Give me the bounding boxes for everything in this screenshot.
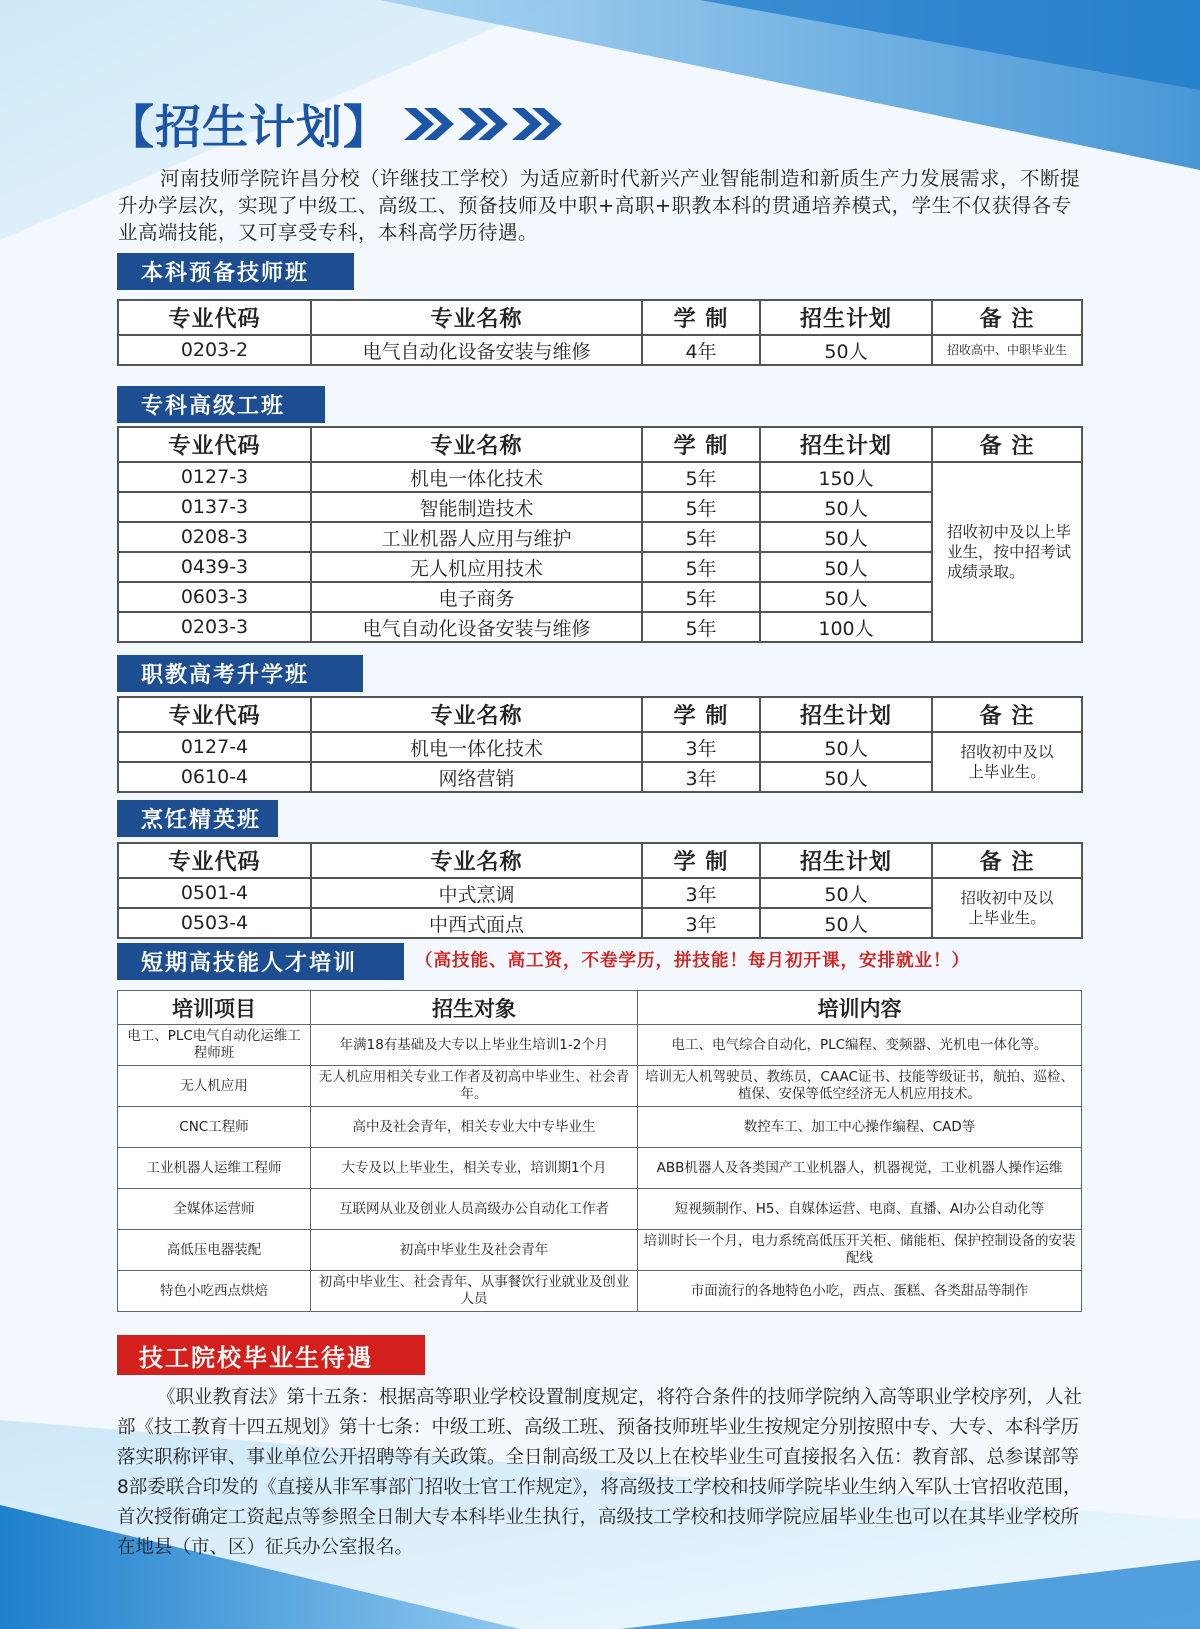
cell-target: 无人机应用相关专业工作者及初高中毕业生、社会青年。 bbox=[311, 1066, 638, 1107]
cell-name: 机电一体化技术 bbox=[311, 732, 642, 762]
table-row bbox=[118, 1148, 1082, 1189]
cell-years: 5年 bbox=[642, 462, 760, 492]
table-row bbox=[118, 335, 1082, 365]
table-row bbox=[118, 1271, 1082, 1312]
cell-target: 初高中毕业生及社会青年 bbox=[311, 1230, 638, 1271]
cell-code: 0127-4 bbox=[118, 732, 311, 762]
cell-plan: 100人 bbox=[760, 612, 932, 642]
cell-name: 智能制造技术 bbox=[311, 492, 642, 522]
cell-code: 0127-3 bbox=[118, 462, 311, 492]
cell-item: 高低压电器装配 bbox=[118, 1230, 311, 1271]
cell-code: 0503-4 bbox=[118, 908, 311, 938]
header-plan: 招生计划 bbox=[760, 300, 932, 335]
cell-item: 特色小吃西点烘焙 bbox=[118, 1271, 311, 1312]
cell-plan: 150人 bbox=[760, 462, 932, 492]
header-plan: 招生计划 bbox=[760, 843, 932, 878]
intro-paragraph: 河南技师学院许昌分校（许继技工学校）为适应新时代新兴产业智能制造和新质生产力发展需求，不断提升办学层次，实现了中级工、高级工、预备技师及中职+高职+职教本科的贯通培养模式，学生不仅获得各专业高端技能，又可享受专科，本科高学历待遇。 bbox=[118, 167, 1081, 244]
cell-plan: 50人 bbox=[760, 582, 932, 612]
section-label-cooking: 烹饪精英班 bbox=[117, 800, 278, 837]
cell-years: 4年 bbox=[642, 335, 760, 365]
cell-code: 0439-3 bbox=[118, 552, 311, 582]
cell-target: 大专及以上毕业生，相关专业，培训期1个月 bbox=[311, 1148, 638, 1189]
cell-years: 5年 bbox=[642, 492, 760, 522]
training-slogan: （高技能、高工资，不卷学历，拼技能！每月初开课，安排就业！） bbox=[415, 951, 970, 971]
header-code: 专业代码 bbox=[118, 697, 311, 732]
table-header-row bbox=[118, 427, 1082, 462]
cell-item: CNC工程师 bbox=[118, 1107, 311, 1148]
section-label-college: 专科高级工班 bbox=[117, 386, 325, 423]
table-header-row bbox=[118, 697, 1082, 732]
cell-plan: 50人 bbox=[760, 552, 932, 582]
header-code: 专业代码 bbox=[118, 843, 311, 878]
cell-content: ABB机器人及各类国产工业机器人，机器视觉，工业机器人操作运维 bbox=[638, 1148, 1082, 1189]
section-label-training: 短期高技能人才培训 bbox=[117, 943, 404, 980]
header-content: 培训内容 bbox=[638, 991, 1082, 1025]
cell-years: 5年 bbox=[642, 522, 760, 552]
table-row bbox=[118, 1230, 1082, 1271]
cell-plan: 50人 bbox=[760, 522, 932, 552]
table-exam bbox=[117, 696, 1083, 793]
cell-code: 0137-3 bbox=[118, 492, 311, 522]
cell-years: 3年 bbox=[642, 732, 760, 762]
header-years: 学 制 bbox=[642, 427, 760, 462]
table-header-row bbox=[118, 843, 1082, 878]
cell-note: 招收初中及以上毕业生。 bbox=[932, 878, 1082, 938]
cell-content: 数控车工、加工中心操作编程、CAD等 bbox=[638, 1107, 1082, 1148]
cell-name: 中西式面点 bbox=[311, 908, 642, 938]
cell-target: 初高中毕业生、社会青年、从事餐饮行业就业及创业人员 bbox=[311, 1271, 638, 1312]
cell-code: 0203-2 bbox=[118, 335, 311, 365]
header-note: 备 注 bbox=[932, 697, 1082, 732]
header-name: 专业名称 bbox=[311, 843, 642, 878]
cell-item: 全媒体运营师 bbox=[118, 1189, 311, 1230]
cell-years: 3年 bbox=[642, 878, 760, 908]
cell-years: 5年 bbox=[642, 552, 760, 582]
cell-plan: 50人 bbox=[760, 335, 932, 365]
cell-code: 0208-3 bbox=[118, 522, 311, 552]
cell-target: 互联网从业及创业人员高级办公自动化工作者 bbox=[311, 1189, 638, 1230]
cell-name: 电气自动化设备安装与维修 bbox=[311, 612, 642, 642]
header-name: 专业名称 bbox=[311, 427, 642, 462]
section-label-bachelor: 本科预备技师班 bbox=[117, 253, 354, 290]
cell-item: 电工、PLC电气自动化运维工程师班 bbox=[118, 1025, 311, 1066]
table-row bbox=[118, 1066, 1082, 1107]
cell-note: 招收高中、中职毕业生 bbox=[932, 335, 1082, 365]
graduate-paragraph: 《职业教育法》第十五条：根据高等职业学校设置制度规定，将符合条件的技师学院纳入高等职业学校序列，人社部《技工教育十四五规划》第十七条：中级工班、高级工班、预备技师班毕业生按规定分别按照中专、大专、本科学历落实职称评审、事业单位公开招聘等有关政策。全日制高级工及以上在校毕业生可直接报名入伍：教育部、总参谋部等8部委联合印发的《直接从非军事部门招收士官工作规定》，将高级技工学校和技师学院毕业生纳入军队士官招收范围，首次授衔确定工资起点等参照全日制大专本科毕业生执行，高级技工学校和技师学院应届毕业生也可以在其毕业学校所在地县（市、区）征兵办公室报名。 bbox=[117, 1387, 1083, 1558]
cell-code: 0610-4 bbox=[118, 762, 311, 792]
cell-years: 5年 bbox=[642, 582, 760, 612]
table-cooking bbox=[117, 842, 1083, 939]
cell-plan: 50人 bbox=[760, 908, 932, 938]
table-header-row bbox=[118, 991, 1082, 1025]
header-item: 培训项目 bbox=[118, 991, 311, 1025]
cell-years: 5年 bbox=[642, 612, 760, 642]
header-target: 招生对象 bbox=[311, 991, 638, 1025]
cell-note: 招收初中及以上毕业生。 bbox=[932, 732, 1082, 792]
chevrons-icon bbox=[404, 104, 564, 144]
title-row bbox=[108, 92, 564, 156]
header-code: 专业代码 bbox=[118, 300, 311, 335]
table-row bbox=[118, 1107, 1082, 1148]
cell-target: 高中及社会青年，相关专业大中专毕业生 bbox=[311, 1107, 638, 1148]
table-row bbox=[118, 878, 1082, 908]
header-note: 备 注 bbox=[932, 300, 1082, 335]
table-row bbox=[118, 732, 1082, 762]
table-training bbox=[117, 990, 1082, 1312]
table-row bbox=[118, 1189, 1082, 1230]
header-plan: 招生计划 bbox=[760, 427, 932, 462]
cell-name: 无人机应用技术 bbox=[311, 552, 642, 582]
header-years: 学 制 bbox=[642, 300, 760, 335]
cell-content: 培训无人机驾驶员、教练员，CAAC证书、技能等级证书，航拍、巡检、植保、安保等低空经济无人机应用技术。 bbox=[638, 1066, 1082, 1107]
cell-plan: 50人 bbox=[760, 762, 932, 792]
table-college bbox=[117, 426, 1083, 643]
cell-content: 培训时长一个月，电力系统高低压开关柜、储能柜、保护控制设备的安装配线 bbox=[638, 1230, 1082, 1271]
table-row bbox=[118, 1025, 1082, 1066]
cell-years: 3年 bbox=[642, 908, 760, 938]
cell-content: 市面流行的各地特色小吃，西点、蛋糕、各类甜品等制作 bbox=[638, 1271, 1082, 1312]
cell-plan: 50人 bbox=[760, 492, 932, 522]
header-note: 备 注 bbox=[932, 843, 1082, 878]
cell-plan: 50人 bbox=[760, 732, 932, 762]
cell-note: 招收初中及以上毕业生，按中招考试成绩录取。 bbox=[932, 462, 1082, 642]
cell-name: 电子商务 bbox=[311, 582, 642, 612]
header-name: 专业名称 bbox=[311, 697, 642, 732]
cell-item: 工业机器人运维工程师 bbox=[118, 1148, 311, 1189]
header-years: 学 制 bbox=[642, 697, 760, 732]
section-label-graduate: 技工院校毕业生待遇 bbox=[117, 1335, 425, 1375]
cell-name: 电气自动化设备安装与维修 bbox=[311, 335, 642, 365]
cell-code: 0501-4 bbox=[118, 878, 311, 908]
cell-name: 中式烹调 bbox=[311, 878, 642, 908]
header-name: 专业名称 bbox=[311, 300, 642, 335]
cell-target: 年满18有基础及大专以上毕业生培训1-2个月 bbox=[311, 1025, 638, 1066]
section-label-exam: 职教高考升学班 bbox=[117, 655, 363, 692]
cell-item: 无人机应用 bbox=[118, 1066, 311, 1107]
cell-name: 工业机器人应用与维护 bbox=[311, 522, 642, 552]
table-row bbox=[118, 462, 1082, 492]
table-header-row bbox=[118, 300, 1082, 335]
cell-name: 网络营销 bbox=[311, 762, 642, 792]
cell-plan: 50人 bbox=[760, 878, 932, 908]
cell-content: 短视频制作、H5、自媒体运营、电商、直播、AI办公自动化等 bbox=[638, 1189, 1082, 1230]
header-plan: 招生计划 bbox=[760, 697, 932, 732]
table-bachelor bbox=[117, 299, 1083, 366]
cell-code: 0603-3 bbox=[118, 582, 311, 612]
cell-name: 机电一体化技术 bbox=[311, 462, 642, 492]
cell-code: 0203-3 bbox=[118, 612, 311, 642]
cell-years: 3年 bbox=[642, 762, 760, 792]
header-note: 备 注 bbox=[932, 427, 1082, 462]
header-code: 专业代码 bbox=[118, 427, 311, 462]
page-title: 【招生计划】 bbox=[108, 100, 390, 154]
header-years: 学 制 bbox=[642, 843, 760, 878]
cell-content: 电工、电气综合自动化，PLC编程、变频器、光机电一体化等。 bbox=[638, 1025, 1082, 1066]
